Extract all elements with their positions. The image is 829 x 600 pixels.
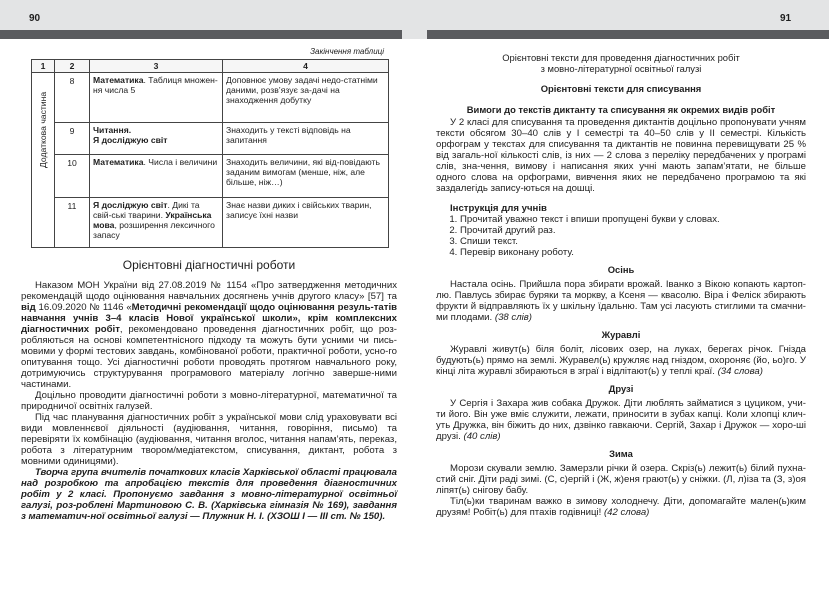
subject-bold-2: Я досліджую світ <box>93 135 168 145</box>
para1-a: Наказом МОН України від 27.08.2019 № 1154 «Про затвердження методичних рекомендацій щодо оцінювання навчальних досягнень учнів другого класу» [57] та <box>21 280 397 302</box>
text-winter: Морози скували землю. Замерзли річки й озера. Скріз(ь) лежит(ь) білий пухна-стий сніг. Діти раді зимі. (С, с)ергій і (Ж, ж)еня грают(ь) у сніжки. (Л, л)іза та (З, з)оя ліпят(ь) снігову бабу. <box>436 463 806 496</box>
subject-text: . Числа і величини <box>143 157 218 167</box>
table-row <box>32 123 389 155</box>
subject-cell <box>90 155 223 198</box>
header-rule-left <box>0 30 402 39</box>
text-title-autumn: Осінь <box>607 264 635 275</box>
row-number: 10 <box>55 155 90 198</box>
subtitle: Орієнтовні тексти для списування <box>540 83 702 94</box>
subject-text: . <box>128 125 132 135</box>
list-item: 3. Спиши текст. <box>460 236 806 247</box>
header-rule-right <box>427 30 829 39</box>
subject-bold: Читання <box>93 125 129 135</box>
paragraph-areas: Доцільно проводити діагностичні роботи з мовно-літературної, математичної та природничої освітніх галузей. <box>21 390 397 412</box>
result-cell: Доповнює умову задачі недо-статніми даними, розв’язує за-дачі на знаходження добутку <box>223 73 389 123</box>
subject-bold: Математика <box>93 75 144 85</box>
table-header-row <box>32 60 389 73</box>
side-label: Додаткова частина <box>38 91 48 168</box>
word-count: (38 слів) <box>494 312 532 323</box>
section-title: Орієнтовні діагностичні роботи <box>122 258 296 272</box>
text-friends <box>436 398 806 442</box>
row-number: 11 <box>55 198 90 248</box>
text-title-cranes: Журавлі <box>601 329 641 340</box>
left-page <box>21 42 397 522</box>
result-cell: Знає назви диких і свійських тварин, записує їхні назви <box>223 198 389 248</box>
subject-cell <box>90 73 223 123</box>
assessment-table <box>31 59 389 248</box>
para1-c: 16.09.2020 № 1146 « <box>35 302 132 313</box>
left-page-number: 90 <box>29 13 41 24</box>
text-title-friends: Друзі <box>608 383 634 394</box>
word-count: (34 слова) <box>717 366 763 377</box>
header-cell: 2 <box>55 60 90 73</box>
subject-bold: Я досліджую світ <box>93 200 168 210</box>
table-row <box>32 155 389 198</box>
list-item: 2. Прочитай другий раз. <box>460 225 806 236</box>
subject-text-2: , розширення лексичного запасу <box>93 220 215 240</box>
text-body: Настала осінь. Прийшла пора збирати врожай. Іванко з Вікою копають картоп-лю. Павлусь збирає буряки та моркву, а Ксеня — квасолю. Віра і Феліск збирають фрукти й відправляють їх у шкільну їдальню. Там усі ласують стиглими та смачни-ми плодами. <box>436 279 806 323</box>
paragraph-planning: Під час планування діагностичних робіт з української мови слід ураховувати всі види мовленнєвої діяльності (аудіювання, читання, говоріння, письмо) та перевіряти їх комбінацію (аудіювання, читання вголос, читання напам’ять, переказ, робота з літературним твором/медіатекстом, списування, диктант, робота з мовними одиницями). <box>21 412 397 467</box>
header-cell: 1 <box>32 60 55 73</box>
page-title <box>436 52 806 74</box>
page-header-band <box>0 0 829 39</box>
para1-e: , рекомендовано проведення діагностичних робіт, що роз-робляються на основі компетентнісного підходу та можуть бути усними чи пись-мовими у формі тестових завдань, комбінованої роботи, практичної роботи, усно-го опитування тощо. Усі діагностичні роботи проводять протягом навчального року, дотримуючись структурування програмового матеріалу логічно заверше-ними частинами. <box>21 324 397 390</box>
table-caption: Закінчення таблиці <box>310 47 384 56</box>
subject-bold: Математика <box>93 157 144 167</box>
subject-bold-2: Українська мова <box>93 210 212 230</box>
side-label-cell <box>32 73 55 248</box>
list-item: 4. Перевір виконану роботу. <box>460 247 806 258</box>
text-body: Тіл(ь)ки тваринам важко в зимову холоднечу. Діти, допомагайте мален(ь)ким друзям! Робіт(ь) для птахів годівниці! <box>436 496 806 518</box>
text-body: Журавлі живут(ь) біля боліт, лісових озер, на луках, берегах річок. Гнізда будують(ь) прямо на землі. Журавел(ь) кружляє над гніздом, охороняє (йо, ьо)го. У кінці літа журавлі збираються в зграї і відлітают(ь) у теплі краї. <box>436 344 806 377</box>
result-cell: Знаходить у тексті відповідь на запитання <box>223 123 389 155</box>
subject-cell <box>90 123 223 155</box>
header-cell: 3 <box>90 60 223 73</box>
subject-cell <box>90 198 223 248</box>
subject-text: . Таблиця множен-ня числа 5 <box>93 75 218 95</box>
row-number: 9 <box>55 123 90 155</box>
table-row <box>32 73 389 123</box>
row-number: 8 <box>55 73 90 123</box>
right-page <box>436 42 806 518</box>
text-title-winter: Зима <box>609 448 633 459</box>
text-body: У Сергія і Захара жив собака Дружок. Діти люблять займатися з цуциком, учи-ти його. Він уже вміє служити, лежати, приносити в зубах капці. Коли хлопці клич-уть Дружка, він біжить до них, дзвінко гавкаючи. Сергій, Захар і Дружок — хоро-ші друзі. <box>436 398 806 442</box>
paragraph-order <box>21 280 397 390</box>
requirements-title: Вимоги до текстів диктанту та списування як окремих видів робіт <box>466 104 776 115</box>
requirements-text: У 2 класі для списування та проведення диктантів доцільно пропонувати учням тексти обсягом 30–40 слів у І семестрі та 40–50 слів у ІІ семестрі. Кількість орфограм у текстах для списування та диктантів не повинна перевищувати 25 % від загаль-ної кількості слів, із них — 2 слова з переліку передбачених у програмі слів, зна-чення, вимову і написання яких учні мають запам’ятати, не більше одного слова на орфограми, вивчення яких не передбачено програмою та які заздалегідь запису-ються на дошці. <box>436 117 806 194</box>
page-title-line-1: Орієнтовні тексти для проведення діагностичних робіт <box>502 52 740 63</box>
table-row <box>32 198 389 248</box>
list-item: 1. Прочитай уважно текст і впиши пропущені букви у словах. <box>460 214 806 225</box>
para1-d: Методичні рекомендації щодо оцінювання резуль-татів навчання учнів 3–4 класів Нової української школи», крім комплексних діагностичних робіт <box>21 302 398 335</box>
instructions-list <box>450 214 806 258</box>
text-autumn <box>436 279 806 323</box>
word-count: (40 слів) <box>463 431 501 442</box>
paragraph-team: Творча група вчителів початкових класів Харківської області працювала над розробкою та апробацією текстів для проведення діагностичних робіт у 2 класі. Пропонуємо завдання з мовно-літературної освітньої галузі, роз-роблені Мартиновою С. В. (Харківська гімназія № 169), завдання з математич-ної освітньої галузі — Плужник Н. І. (ХЗОШ І — ІІІ ст. № 150). <box>21 467 397 522</box>
subject-text: . Дикі та свій-ські тварини. <box>93 200 200 220</box>
word-count: (42 слова) <box>603 507 650 518</box>
header-cell: 4 <box>223 60 389 73</box>
right-page-number: 91 <box>780 13 792 24</box>
page-title-line-2: з мовно-літературної освітньої галузі <box>540 63 702 74</box>
text-winter-2 <box>436 496 806 518</box>
result-cell: Знаходить величини, які від-повідають заданим вимогам (менше, ніж, але більше, ніж…) <box>223 155 389 198</box>
instructions-title: Інструкція для учнів <box>450 203 547 214</box>
text-cranes <box>436 344 806 377</box>
para1-b: від <box>21 302 36 313</box>
